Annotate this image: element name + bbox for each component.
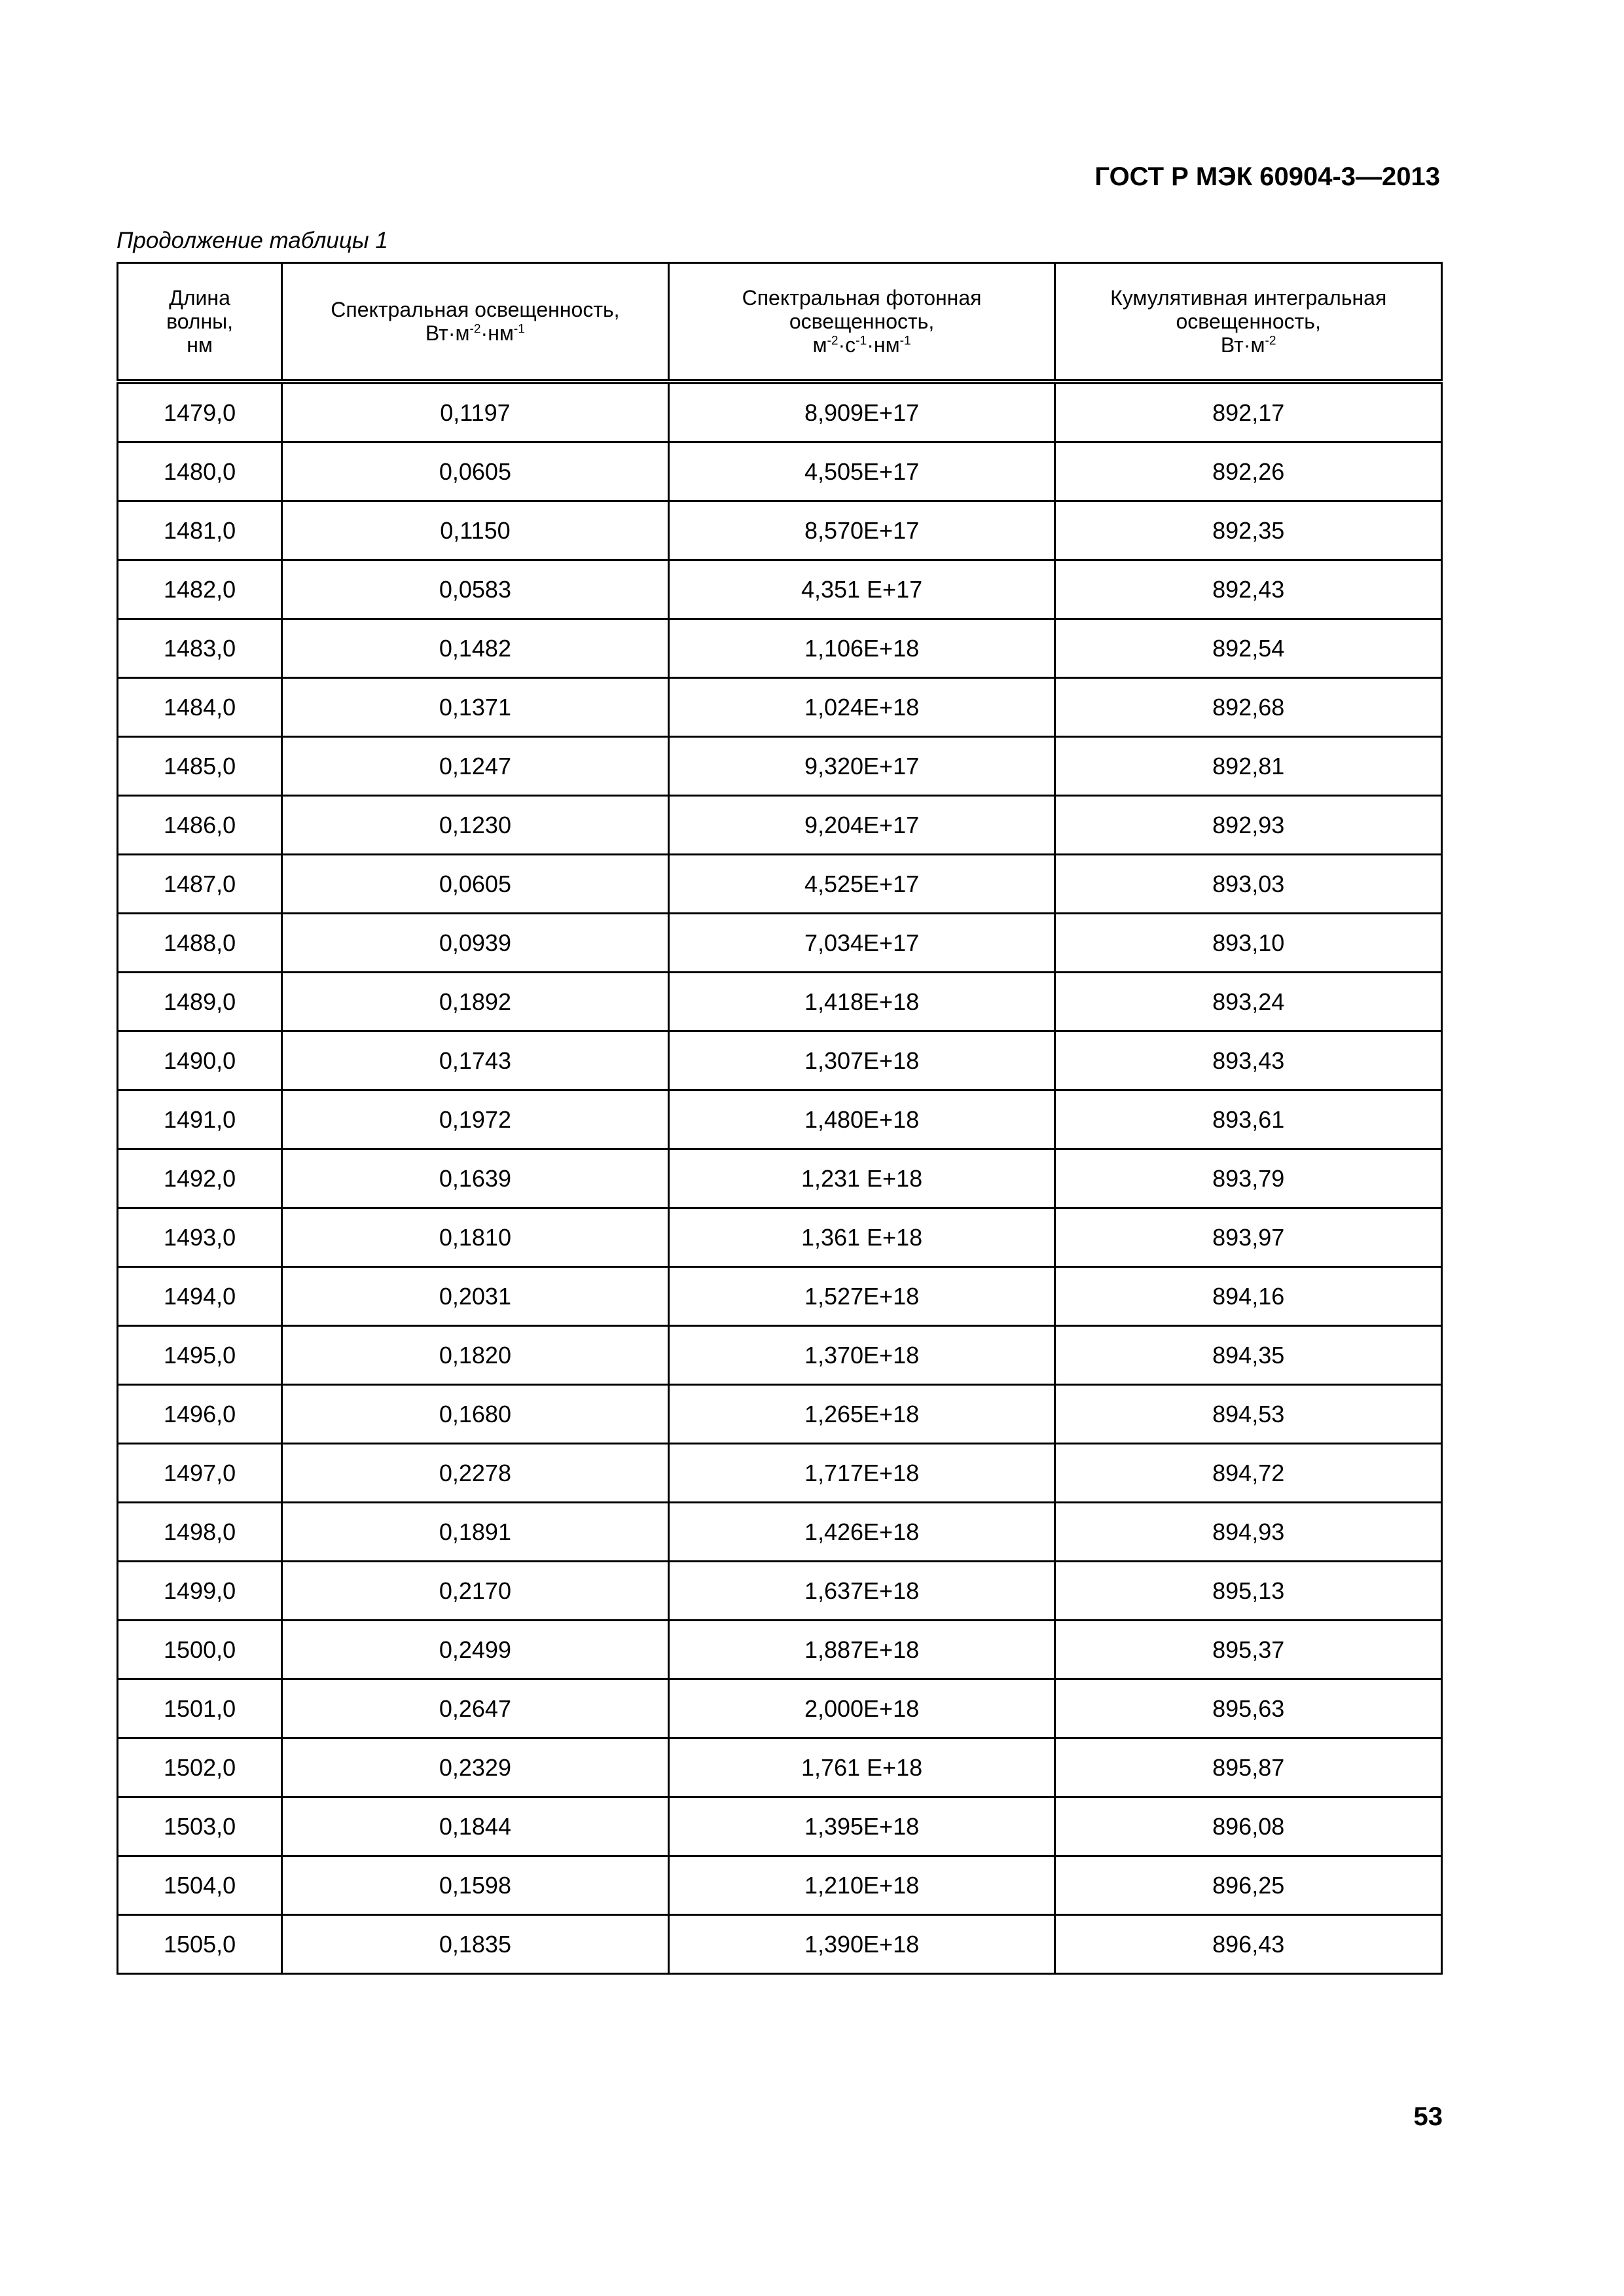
cell-cumulative-irradiance: 896,08 (1055, 1797, 1442, 1856)
cell-wavelength: 1482,0 (118, 560, 282, 619)
table-row (118, 1738, 1442, 1797)
table-row (118, 1149, 1442, 1208)
cell-cumulative-irradiance: 892,43 (1055, 560, 1442, 619)
cell-cumulative-irradiance: 892,93 (1055, 796, 1442, 855)
cell-spectral-irradiance: 0,1197 (282, 382, 669, 442)
cell-photon-irradiance: 8,909E+17 (668, 382, 1055, 442)
cell-photon-irradiance: 1,231 E+18 (668, 1149, 1055, 1208)
cell-cumulative-irradiance: 893,43 (1055, 1031, 1442, 1090)
table-body (118, 382, 1442, 1974)
header-cumulative-irradiance-line1: Кумулятивная интегральная (1110, 286, 1387, 310)
unit-part: Вт·м (425, 321, 470, 345)
table-row (118, 1621, 1442, 1679)
cell-photon-irradiance: 7,034E+17 (668, 914, 1055, 973)
cell-spectral-irradiance: 0,1972 (282, 1090, 669, 1149)
cell-photon-irradiance: 1,717E+18 (668, 1444, 1055, 1503)
cell-cumulative-irradiance: 894,53 (1055, 1385, 1442, 1444)
cell-spectral-irradiance: 0,1810 (282, 1208, 669, 1267)
cell-spectral-irradiance: 0,2170 (282, 1562, 669, 1621)
cell-photon-irradiance: 4,505E+17 (668, 442, 1055, 501)
cell-cumulative-irradiance: 893,03 (1055, 855, 1442, 914)
header-wavelength-line1: Длина (169, 286, 230, 310)
cell-wavelength: 1481,0 (118, 501, 282, 560)
cell-wavelength: 1505,0 (118, 1915, 282, 1974)
cell-photon-irradiance: 9,204E+17 (668, 796, 1055, 855)
cell-photon-irradiance: 1,426E+18 (668, 1503, 1055, 1562)
cell-photon-irradiance: 1,761 E+18 (668, 1738, 1055, 1797)
cell-photon-irradiance: 1,370E+18 (668, 1326, 1055, 1385)
unit-part: м (812, 333, 827, 357)
cell-spectral-irradiance: 0,1891 (282, 1503, 669, 1562)
cell-cumulative-irradiance: 894,72 (1055, 1444, 1442, 1503)
cell-wavelength: 1497,0 (118, 1444, 282, 1503)
cell-photon-irradiance: 9,320E+17 (668, 737, 1055, 796)
cell-cumulative-irradiance: 893,97 (1055, 1208, 1442, 1267)
cell-photon-irradiance: 1,887E+18 (668, 1621, 1055, 1679)
cell-spectral-irradiance: 0,2329 (282, 1738, 669, 1797)
unit-exponent: -1 (856, 334, 867, 348)
cell-spectral-irradiance: 0,1482 (282, 619, 669, 678)
cell-wavelength: 1492,0 (118, 1149, 282, 1208)
cell-spectral-irradiance: 0,2031 (282, 1267, 669, 1326)
cell-wavelength: 1500,0 (118, 1621, 282, 1679)
cell-cumulative-irradiance: 893,10 (1055, 914, 1442, 973)
cell-wavelength: 1491,0 (118, 1090, 282, 1149)
cell-cumulative-irradiance: 896,25 (1055, 1856, 1442, 1915)
page-number: 53 (1413, 2102, 1443, 2131)
table-row (118, 973, 1442, 1031)
header-cumulative-irradiance-line2: освещенность, (1176, 310, 1321, 333)
table-row (118, 1503, 1442, 1562)
cell-wavelength: 1502,0 (118, 1738, 282, 1797)
cell-wavelength: 1495,0 (118, 1326, 282, 1385)
cell-spectral-irradiance: 0,1230 (282, 796, 669, 855)
table-row (118, 1915, 1442, 1974)
cell-wavelength: 1485,0 (118, 737, 282, 796)
table-row (118, 501, 1442, 560)
cell-wavelength: 1504,0 (118, 1856, 282, 1915)
cell-photon-irradiance: 1,527E+18 (668, 1267, 1055, 1326)
cell-spectral-irradiance: 0,1820 (282, 1326, 669, 1385)
table-row (118, 1797, 1442, 1856)
cell-wavelength: 1483,0 (118, 619, 282, 678)
cell-spectral-irradiance: 0,2278 (282, 1444, 669, 1503)
cell-spectral-irradiance: 0,0605 (282, 442, 669, 501)
cell-wavelength: 1486,0 (118, 796, 282, 855)
header-photon-irradiance-unit (812, 333, 911, 357)
cell-photon-irradiance: 1,395E+18 (668, 1797, 1055, 1856)
cell-photon-irradiance: 1,106E+18 (668, 619, 1055, 678)
table-row (118, 737, 1442, 796)
cell-cumulative-irradiance: 895,13 (1055, 1562, 1442, 1621)
header-wavelength-line2: волны, (166, 310, 234, 333)
cell-photon-irradiance: 1,265E+18 (668, 1385, 1055, 1444)
cell-spectral-irradiance: 0,2647 (282, 1679, 669, 1738)
cell-wavelength: 1501,0 (118, 1679, 282, 1738)
cell-cumulative-irradiance: 893,79 (1055, 1149, 1442, 1208)
cell-wavelength: 1494,0 (118, 1267, 282, 1326)
unit-exponent: -2 (1265, 334, 1276, 348)
cell-cumulative-irradiance: 892,54 (1055, 619, 1442, 678)
unit-part: ·нм (867, 333, 900, 357)
cell-wavelength: 1503,0 (118, 1797, 282, 1856)
cell-spectral-irradiance: 0,1892 (282, 973, 669, 1031)
table-row (118, 1444, 1442, 1503)
cell-wavelength: 1499,0 (118, 1562, 282, 1621)
header-spectral-irradiance (282, 263, 669, 382)
table-row (118, 796, 1442, 855)
table-row (118, 1679, 1442, 1738)
cell-spectral-irradiance: 0,1371 (282, 678, 669, 737)
document-standard-title: ГОСТ Р МЭК 60904-3—2013 (1094, 162, 1440, 191)
cell-cumulative-irradiance: 892,26 (1055, 442, 1442, 501)
table-row (118, 1208, 1442, 1267)
cell-spectral-irradiance: 0,1598 (282, 1856, 669, 1915)
table-row (118, 1562, 1442, 1621)
cell-photon-irradiance: 1,480E+18 (668, 1090, 1055, 1149)
cell-photon-irradiance: 1,307E+18 (668, 1031, 1055, 1090)
cell-cumulative-irradiance: 894,93 (1055, 1503, 1442, 1562)
cell-photon-irradiance: 1,210E+18 (668, 1856, 1055, 1915)
table-row (118, 1856, 1442, 1915)
cell-wavelength: 1480,0 (118, 442, 282, 501)
cell-cumulative-irradiance: 892,35 (1055, 501, 1442, 560)
header-row (118, 263, 1442, 382)
table-row (118, 914, 1442, 973)
cell-wavelength: 1488,0 (118, 914, 282, 973)
unit-exponent: -2 (827, 334, 839, 348)
unit-part: ·с (838, 333, 856, 357)
unit-part: Вт·м (1220, 333, 1265, 357)
cell-cumulative-irradiance: 892,68 (1055, 678, 1442, 737)
cell-wavelength: 1484,0 (118, 678, 282, 737)
table-row (118, 382, 1442, 442)
header-cumulative-irradiance (1055, 263, 1442, 382)
cell-spectral-irradiance: 0,0939 (282, 914, 669, 973)
cell-spectral-irradiance: 0,0605 (282, 855, 669, 914)
table-row (118, 855, 1442, 914)
cell-wavelength: 1487,0 (118, 855, 282, 914)
table-row (118, 1326, 1442, 1385)
unit-exponent: -2 (469, 322, 481, 336)
cell-cumulative-irradiance: 894,35 (1055, 1326, 1442, 1385)
cell-wavelength: 1489,0 (118, 973, 282, 1031)
cell-cumulative-irradiance: 893,61 (1055, 1090, 1442, 1149)
cell-spectral-irradiance: 0,1247 (282, 737, 669, 796)
table-caption: Продолжение таблицы 1 (117, 228, 388, 253)
cell-photon-irradiance: 2,000E+18 (668, 1679, 1055, 1738)
unit-exponent: -1 (513, 322, 525, 336)
table-header (118, 263, 1442, 382)
header-photon-irradiance (668, 263, 1055, 382)
cell-cumulative-irradiance: 892,81 (1055, 737, 1442, 796)
header-photon-irradiance-line2: освещенность, (789, 310, 935, 333)
cell-photon-irradiance: 1,418E+18 (668, 973, 1055, 1031)
cell-spectral-irradiance: 0,1680 (282, 1385, 669, 1444)
cell-spectral-irradiance: 0,1150 (282, 501, 669, 560)
header-cumulative-irradiance-unit (1221, 333, 1276, 357)
cell-photon-irradiance: 1,361 E+18 (668, 1208, 1055, 1267)
table-row (118, 1090, 1442, 1149)
table-row (118, 1267, 1442, 1326)
cell-photon-irradiance: 8,570E+17 (668, 501, 1055, 560)
table-row (118, 1031, 1442, 1090)
cell-spectral-irradiance: 0,2499 (282, 1621, 669, 1679)
cell-wavelength: 1479,0 (118, 382, 282, 442)
table-row (118, 560, 1442, 619)
cell-photon-irradiance: 4,351 E+17 (668, 560, 1055, 619)
cell-wavelength: 1490,0 (118, 1031, 282, 1090)
unit-part: ·нм (480, 321, 514, 345)
cell-photon-irradiance: 1,024E+18 (668, 678, 1055, 737)
cell-cumulative-irradiance: 895,37 (1055, 1621, 1442, 1679)
cell-photon-irradiance: 1,637E+18 (668, 1562, 1055, 1621)
cell-photon-irradiance: 4,525E+17 (668, 855, 1055, 914)
header-photon-irradiance-line1: Спектральная фотонная (742, 286, 982, 310)
header-wavelength-unit: нм (187, 333, 213, 357)
spectral-data-table (117, 262, 1443, 1975)
cell-cumulative-irradiance: 894,16 (1055, 1267, 1442, 1326)
cell-wavelength: 1496,0 (118, 1385, 282, 1444)
cell-photon-irradiance: 1,390E+18 (668, 1915, 1055, 1974)
header-spectral-irradiance-line1: Спектральная освещенность, (331, 298, 620, 321)
cell-spectral-irradiance: 0,1835 (282, 1915, 669, 1974)
cell-cumulative-irradiance: 895,63 (1055, 1679, 1442, 1738)
cell-cumulative-irradiance: 892,17 (1055, 382, 1442, 442)
cell-spectral-irradiance: 0,1743 (282, 1031, 669, 1090)
header-wavelength (118, 263, 282, 382)
cell-wavelength: 1498,0 (118, 1503, 282, 1562)
cell-cumulative-irradiance: 895,87 (1055, 1738, 1442, 1797)
cell-cumulative-irradiance: 893,24 (1055, 973, 1442, 1031)
table-row (118, 678, 1442, 737)
cell-spectral-irradiance: 0,1639 (282, 1149, 669, 1208)
table-row (118, 619, 1442, 678)
cell-spectral-irradiance: 0,0583 (282, 560, 669, 619)
cell-cumulative-irradiance: 896,43 (1055, 1915, 1442, 1974)
cell-spectral-irradiance: 0,1844 (282, 1797, 669, 1856)
table-row (118, 442, 1442, 501)
table-row (118, 1385, 1442, 1444)
unit-exponent: -1 (899, 334, 911, 348)
header-spectral-irradiance-unit (425, 321, 525, 345)
cell-wavelength: 1493,0 (118, 1208, 282, 1267)
